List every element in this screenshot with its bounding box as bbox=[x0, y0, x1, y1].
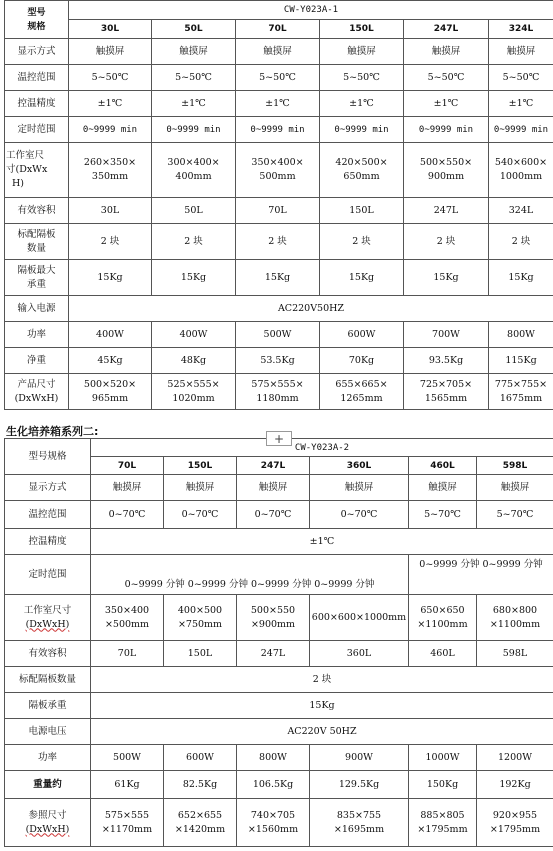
cell: 45Kg bbox=[69, 348, 152, 374]
cell: 600W bbox=[164, 745, 237, 771]
table-row bbox=[5, 641, 553, 667]
cell: 2 块 bbox=[236, 224, 320, 260]
cell: 61Kg bbox=[91, 771, 164, 799]
cell-line: 920×955 bbox=[492, 809, 538, 821]
cell-line: ×900mm bbox=[250, 618, 296, 630]
label-line: (DxWxH) bbox=[25, 823, 70, 835]
model-number: CW-Y023A-1 bbox=[69, 1, 553, 20]
cell: 800W bbox=[237, 745, 310, 771]
cell: 5~50℃ bbox=[489, 65, 553, 91]
table-row bbox=[5, 39, 553, 65]
cell-line: ×1100mm bbox=[417, 618, 468, 630]
cell: 0~9999 min bbox=[489, 117, 553, 143]
cell bbox=[164, 595, 237, 641]
cell: 700W bbox=[404, 322, 489, 348]
cell-line: 655×665× bbox=[335, 378, 388, 390]
row-label-temp-range: 温控范围 bbox=[5, 501, 91, 529]
cell: 82.5Kg bbox=[164, 771, 237, 799]
cell: 触摸屏 bbox=[409, 475, 477, 501]
cell-line: 1000mm bbox=[499, 171, 543, 182]
size-header: 324L bbox=[489, 20, 553, 39]
cell-line: 900mm bbox=[427, 171, 465, 182]
cell: 0~70℃ bbox=[91, 501, 164, 529]
cell: 360L bbox=[310, 641, 409, 667]
cell: 触摸屏 bbox=[489, 39, 553, 65]
spec-table-series-1 bbox=[4, 0, 553, 410]
row-label-temp-accuracy: 控温精度 bbox=[5, 529, 91, 555]
row-label-temp-range: 温控范围 bbox=[5, 65, 69, 91]
cell bbox=[320, 374, 404, 410]
section-title: 生化培养箱系列二: bbox=[6, 425, 99, 438]
cell bbox=[320, 143, 404, 198]
size-header: 70L bbox=[236, 20, 320, 39]
cell: 500W bbox=[91, 745, 164, 771]
cell-line: 775×755× bbox=[494, 378, 548, 390]
cell-line: ×1560mm bbox=[247, 823, 299, 835]
cell: 2 块 bbox=[489, 224, 553, 260]
table-row bbox=[5, 260, 553, 296]
cell: 2 块 bbox=[69, 224, 152, 260]
label-line: 工作室尺寸 bbox=[23, 604, 72, 616]
cell bbox=[164, 799, 237, 847]
cell-merged: 0~9999 分钟 0~9999 分钟 0~9999 分钟 0~9999 分钟 bbox=[91, 555, 409, 595]
cell: 0~9999 min bbox=[152, 117, 236, 143]
cell-line: 500×550× bbox=[419, 157, 473, 168]
table-row bbox=[5, 555, 553, 595]
cell-line: 885×805 bbox=[420, 809, 465, 821]
cell: 900W bbox=[310, 745, 409, 771]
row-label-weight: 重量约 bbox=[5, 771, 91, 799]
cell: 15Kg bbox=[404, 260, 489, 296]
cell: 触摸屏 bbox=[404, 39, 489, 65]
cell-line: 1675mm bbox=[499, 392, 543, 404]
cell-line: 835×755 bbox=[336, 809, 382, 821]
cell-merged: ±1℃ bbox=[91, 529, 553, 555]
cell bbox=[237, 799, 310, 847]
row-label-power-supply: 电源电压 bbox=[5, 719, 91, 745]
cell bbox=[69, 374, 152, 410]
cell-merged: 15Kg bbox=[91, 693, 553, 719]
table-row bbox=[5, 322, 553, 348]
cell: 106.5Kg bbox=[237, 771, 310, 799]
cell: 400W bbox=[69, 322, 152, 348]
cell-line: ×1420mm bbox=[174, 823, 226, 835]
cell-line: 600×600×1000mm bbox=[311, 611, 407, 623]
cell-merged: AC220V 50HZ bbox=[91, 719, 553, 745]
row-label-chamber-size bbox=[5, 595, 91, 641]
cell-line: 260×350× bbox=[83, 157, 137, 168]
cell: 15Kg bbox=[489, 260, 553, 296]
row-label-power-input: 输入电源 bbox=[5, 296, 69, 322]
label-line: (DxWxH) bbox=[14, 392, 59, 404]
table-row bbox=[5, 224, 553, 260]
cell bbox=[152, 143, 236, 198]
cell: 400W bbox=[152, 322, 236, 348]
header-label-cell: 型号规格 bbox=[5, 439, 91, 475]
spec-table-series-2 bbox=[4, 438, 553, 847]
cell: 192Kg bbox=[477, 771, 553, 799]
row-label-net-weight: 净重 bbox=[5, 348, 69, 374]
cell: 800W bbox=[489, 322, 553, 348]
cell: 247L bbox=[237, 641, 310, 667]
cell: ±1℃ bbox=[236, 91, 320, 117]
cell-line: 350×400 bbox=[104, 604, 150, 616]
label-line: 数量 bbox=[26, 242, 46, 254]
cell: 0~9999 min bbox=[320, 117, 404, 143]
cell: 0~70℃ bbox=[237, 501, 310, 529]
cell-line: 500mm bbox=[259, 171, 296, 182]
label-line: 产品尺寸 bbox=[17, 378, 56, 390]
cell: 0~9999 min bbox=[69, 117, 152, 143]
cell: 触摸屏 bbox=[237, 475, 310, 501]
table-row bbox=[5, 475, 553, 501]
size-header: 70L bbox=[91, 457, 164, 475]
row-label-chamber-size bbox=[5, 143, 69, 198]
table-row bbox=[5, 529, 553, 555]
cell-line: 1265mm bbox=[340, 392, 383, 404]
cell: 150L bbox=[320, 198, 404, 224]
row-label-volume: 有效容积 bbox=[5, 641, 91, 667]
cell: 15Kg bbox=[152, 260, 236, 296]
cell: 触摸屏 bbox=[164, 475, 237, 501]
cell-line: 540×600× bbox=[494, 157, 548, 168]
cell: 247L bbox=[404, 198, 489, 224]
cell: 0~9999 min bbox=[236, 117, 320, 143]
cell: 1200W bbox=[477, 745, 553, 771]
cell-line: 500×550 bbox=[250, 604, 296, 616]
label-line: 参照尺寸 bbox=[28, 809, 67, 821]
header-label-cell bbox=[5, 1, 69, 39]
table-row bbox=[5, 296, 553, 322]
cell: 150L bbox=[164, 641, 237, 667]
row-label-display: 显示方式 bbox=[5, 475, 91, 501]
cell: ±1℃ bbox=[489, 91, 553, 117]
cell: 70L bbox=[236, 198, 320, 224]
row-label-product-size bbox=[5, 374, 69, 410]
cell-line: 1565mm bbox=[424, 392, 468, 404]
cell-merged: 0~9999 分钟 0~9999 分钟 bbox=[409, 555, 553, 595]
cell bbox=[310, 595, 409, 641]
cell: 460L bbox=[409, 641, 477, 667]
cell: 129.5Kg bbox=[310, 771, 409, 799]
cell: 5~50℃ bbox=[236, 65, 320, 91]
size-header: 150L bbox=[320, 20, 404, 39]
cell-line: 650×650 bbox=[420, 604, 465, 616]
label-line: 标配隔板 bbox=[17, 228, 56, 240]
cell: ±1℃ bbox=[320, 91, 404, 117]
row-label-ref-size bbox=[5, 799, 91, 847]
cell: 50L bbox=[152, 198, 236, 224]
row-label-power: 功率 bbox=[5, 745, 91, 771]
cell-line: ×750mm bbox=[177, 618, 223, 630]
cell-line: 400×500 bbox=[177, 604, 223, 616]
cell: 触摸屏 bbox=[236, 39, 320, 65]
cell: 15Kg bbox=[69, 260, 152, 296]
cell: 15Kg bbox=[236, 260, 320, 296]
table-row bbox=[5, 65, 553, 91]
table-row bbox=[5, 198, 553, 224]
cell: 触摸屏 bbox=[320, 39, 404, 65]
cell-line: 740×705 bbox=[250, 809, 296, 821]
table-row bbox=[5, 745, 553, 771]
cell: 触摸屏 bbox=[310, 475, 409, 501]
table-row bbox=[5, 117, 553, 143]
table-row bbox=[5, 595, 553, 641]
cell: 5~50℃ bbox=[152, 65, 236, 91]
cell-line: ×1170mm bbox=[101, 823, 153, 835]
cell: 触摸屏 bbox=[69, 39, 152, 65]
size-header: 460L bbox=[409, 457, 477, 475]
cell: 15Kg bbox=[320, 260, 404, 296]
row-label-temp-accuracy: 控温精度 bbox=[5, 91, 69, 117]
row-label-volume: 有效容积 bbox=[5, 198, 69, 224]
table-row bbox=[5, 667, 553, 693]
label-line: (DxWxH) bbox=[25, 618, 70, 630]
cell bbox=[310, 799, 409, 847]
table-row bbox=[5, 799, 553, 847]
cell: 2 块 bbox=[152, 224, 236, 260]
row-label-shelf-load: 隔板承重 bbox=[5, 693, 91, 719]
cell-line: 680×800 bbox=[492, 604, 538, 616]
cell: 70Kg bbox=[320, 348, 404, 374]
header-label-line2: 规格 bbox=[27, 21, 46, 32]
cell-line: 652×655 bbox=[177, 809, 223, 821]
cell-line: 1020mm bbox=[172, 392, 215, 404]
cell bbox=[489, 374, 553, 410]
cell-merged: 2 块 bbox=[91, 667, 553, 693]
cell: 5~70℃ bbox=[477, 501, 553, 529]
cell bbox=[477, 799, 553, 847]
label-line: 寸(DxWx bbox=[6, 164, 48, 175]
cell-line: ×1795mm bbox=[417, 823, 468, 835]
size-header: 30L bbox=[69, 20, 152, 39]
cell bbox=[236, 374, 320, 410]
row-label-timer-range: 定时范围 bbox=[5, 555, 91, 595]
label-line: 承重 bbox=[26, 278, 46, 290]
label-line: H) bbox=[12, 178, 24, 189]
row-label-display: 显示方式 bbox=[5, 39, 69, 65]
table-row bbox=[5, 143, 553, 198]
row-label-shelves bbox=[5, 224, 69, 260]
row-label-timer-range: 定时范围 bbox=[5, 117, 69, 143]
cell: 30L bbox=[69, 198, 152, 224]
cell bbox=[404, 143, 489, 198]
table-row bbox=[5, 693, 553, 719]
size-header: 50L bbox=[152, 20, 236, 39]
cell-line: ×1100mm bbox=[489, 618, 541, 630]
cell bbox=[404, 374, 489, 410]
cell-line: ×1795mm bbox=[489, 823, 541, 835]
cell: 触摸屏 bbox=[477, 475, 553, 501]
cell: 70L bbox=[91, 641, 164, 667]
size-header: 598L bbox=[477, 457, 553, 475]
add-block-button[interactable]: + bbox=[266, 431, 292, 446]
cell: ±1℃ bbox=[69, 91, 152, 117]
cell: 2 块 bbox=[404, 224, 489, 260]
cell bbox=[409, 595, 477, 641]
cell-line: 1180mm bbox=[256, 392, 299, 404]
cell-line: 500×520× bbox=[83, 378, 137, 390]
table-row bbox=[5, 501, 553, 529]
cell-line: 650mm bbox=[343, 171, 380, 182]
cell-line: ×1695mm bbox=[333, 823, 385, 835]
cell: 115Kg bbox=[489, 348, 553, 374]
table-row bbox=[5, 374, 553, 410]
cell-line: 525×555× bbox=[167, 378, 220, 390]
cell: 500W bbox=[236, 322, 320, 348]
cell: 2 块 bbox=[320, 224, 404, 260]
table-row bbox=[5, 91, 553, 117]
cell: 触摸屏 bbox=[152, 39, 236, 65]
label-line: 工作室尺 bbox=[6, 150, 45, 161]
cell: 5~70℃ bbox=[409, 501, 477, 529]
table-row bbox=[5, 348, 553, 374]
cell: 600W bbox=[320, 322, 404, 348]
row-label-shelf-load bbox=[5, 260, 69, 296]
cell: 150Kg bbox=[409, 771, 477, 799]
cell: 598L bbox=[477, 641, 553, 667]
size-header: 150L bbox=[164, 457, 237, 475]
cell: 0~70℃ bbox=[164, 501, 237, 529]
cell bbox=[91, 595, 164, 641]
cell: 5~50℃ bbox=[320, 65, 404, 91]
cell: 0~9999 min bbox=[404, 117, 489, 143]
cell: 48Kg bbox=[152, 348, 236, 374]
cell bbox=[91, 799, 164, 847]
cell bbox=[152, 374, 236, 410]
cell-line: 350mm bbox=[91, 171, 129, 182]
cell: ±1℃ bbox=[152, 91, 236, 117]
label-line: 隔板最大 bbox=[17, 264, 56, 276]
cell-line: 300×400× bbox=[167, 157, 220, 168]
cell: 5~50℃ bbox=[69, 65, 152, 91]
cell-line: 575×555× bbox=[251, 378, 304, 390]
size-header: 247L bbox=[404, 20, 489, 39]
cell-line: 725×705× bbox=[419, 378, 473, 390]
cell: 1000W bbox=[409, 745, 477, 771]
cell: 93.5Kg bbox=[404, 348, 489, 374]
size-header: 360L bbox=[310, 457, 409, 475]
table-row bbox=[5, 719, 553, 745]
header-label-line1: 型号 bbox=[27, 7, 46, 18]
row-label-power: 功率 bbox=[5, 322, 69, 348]
cell-line: 575×555 bbox=[104, 809, 150, 821]
model-number: CW-Y023A-2 bbox=[91, 439, 553, 457]
cell-line: ×500mm bbox=[104, 618, 150, 630]
table-row bbox=[5, 771, 553, 799]
cell bbox=[237, 595, 310, 641]
cell: 触摸屏 bbox=[91, 475, 164, 501]
cell: 324L bbox=[489, 198, 553, 224]
cell: ±1℃ bbox=[404, 91, 489, 117]
cell bbox=[489, 143, 553, 198]
cell-line: 420×500× bbox=[335, 157, 388, 168]
cell-merged: AC220V50HZ bbox=[69, 296, 553, 322]
cell: 5~50℃ bbox=[404, 65, 489, 91]
cell bbox=[409, 799, 477, 847]
cell bbox=[236, 143, 320, 198]
cell: 53.5Kg bbox=[236, 348, 320, 374]
size-header: 247L bbox=[237, 457, 310, 475]
cell-line: 350×400× bbox=[251, 157, 304, 168]
cell-line: 400mm bbox=[175, 171, 212, 182]
cell bbox=[69, 143, 152, 198]
cell: 0~70℃ bbox=[310, 501, 409, 529]
cell bbox=[477, 595, 553, 641]
cell-line: 965mm bbox=[91, 392, 129, 404]
row-label-shelves: 标配隔板数量 bbox=[5, 667, 91, 693]
